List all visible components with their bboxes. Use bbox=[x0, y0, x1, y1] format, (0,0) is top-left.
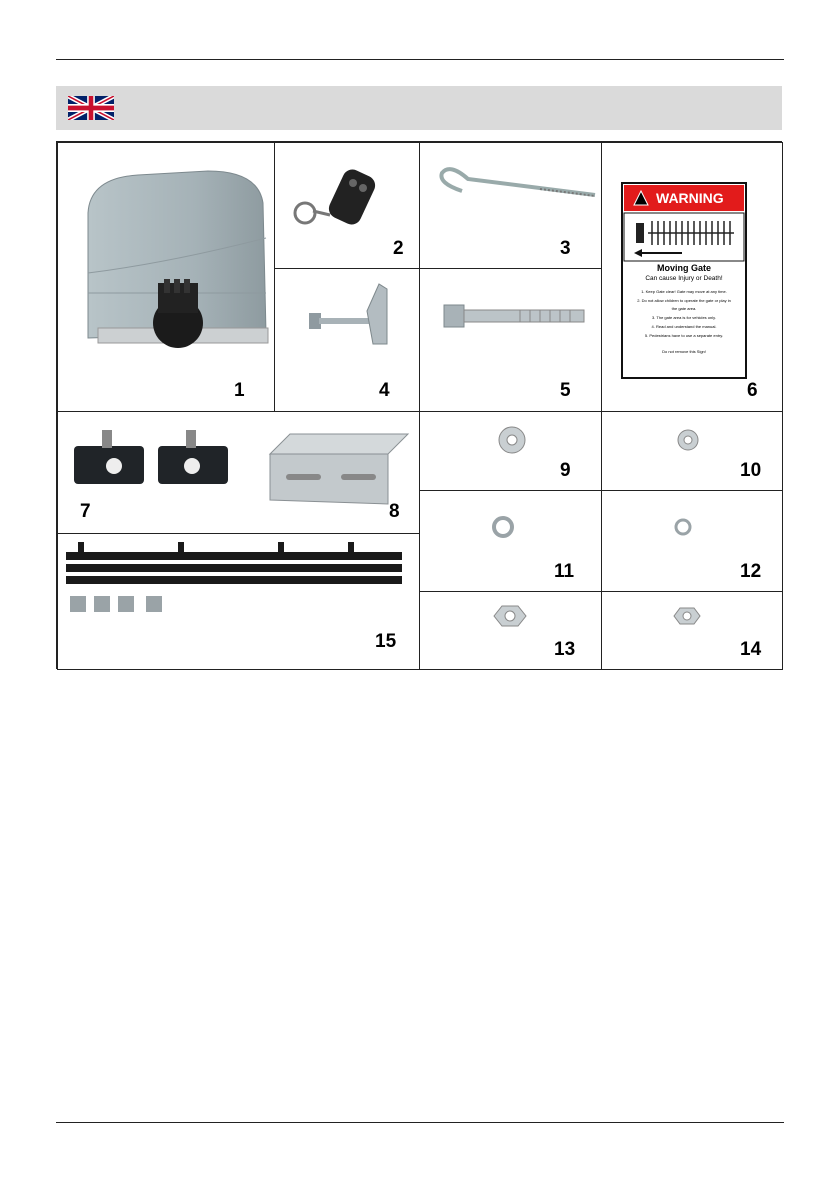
gear-rack-image bbox=[58, 534, 420, 670]
uk-flag-icon bbox=[68, 96, 114, 120]
item-number-12: 12 bbox=[740, 561, 762, 582]
part-13-nut-cell bbox=[419, 591, 602, 670]
item-number-9: 9 bbox=[560, 460, 571, 481]
warning-subheading: Can cause Injury or Death! bbox=[645, 275, 723, 282]
item-number-14: 14 bbox=[740, 639, 762, 660]
limit-magnets-and-bracket-image bbox=[58, 412, 420, 534]
part-12-spring-washer-cell bbox=[601, 490, 783, 592]
language-banner bbox=[56, 86, 782, 130]
part-9-washer-cell bbox=[419, 411, 602, 491]
top-rule bbox=[56, 59, 784, 60]
warning-line-6: 5. Pedestrians have to use a separate entry. bbox=[644, 333, 724, 338]
part-4-release-key-cell bbox=[274, 268, 420, 412]
part-11-spring-washer-cell bbox=[419, 490, 602, 592]
large-washer-image bbox=[420, 412, 602, 491]
item-number-3: 3 bbox=[560, 238, 571, 259]
warning-line-1: 1. Keep Gate clear! Gate may move at any time. bbox=[641, 289, 727, 294]
large-spring-washer-image bbox=[420, 491, 602, 592]
release-key-image bbox=[275, 269, 420, 412]
item-number-4: 4 bbox=[379, 380, 390, 401]
gate-motor-image bbox=[58, 143, 275, 412]
part-7-8-magnets-bracket-cell bbox=[57, 411, 420, 534]
hex-bolt-image bbox=[420, 269, 602, 412]
warning-line-2: 2. Do not allow children to operate the gate or play in bbox=[637, 298, 731, 303]
warning-line-7: Do not remove this Sign! bbox=[662, 349, 706, 354]
item-number-15: 15 bbox=[375, 631, 397, 652]
part-6-warning-sign-cell bbox=[601, 142, 783, 412]
item-number-5: 5 bbox=[560, 380, 571, 401]
bottom-rule bbox=[56, 1122, 784, 1123]
warning-line-3: the gate area. bbox=[671, 306, 697, 311]
part-1-motor-cell bbox=[57, 142, 275, 412]
part-14-nut-cell bbox=[601, 591, 783, 670]
eye-bolt-image bbox=[420, 143, 602, 269]
item-number-10: 10 bbox=[740, 460, 762, 481]
item-number-6: 6 bbox=[747, 380, 758, 401]
part-10-washer-cell bbox=[601, 411, 783, 491]
item-number-7: 7 bbox=[80, 501, 91, 522]
parts-grid bbox=[56, 141, 782, 669]
item-number-11: 11 bbox=[554, 561, 575, 582]
part-5-bolt-cell bbox=[419, 268, 602, 412]
item-number-8: 8 bbox=[389, 501, 400, 522]
part-3-eye-bolt-cell bbox=[419, 142, 602, 269]
warning-title: WARNING bbox=[656, 190, 724, 206]
warning-heading: Moving Gate bbox=[656, 263, 711, 273]
part-2-remote-cell bbox=[274, 142, 420, 269]
item-number-1: 1 bbox=[234, 380, 245, 401]
item-number-2: 2 bbox=[393, 238, 404, 259]
warning-line-4: 3. The gate area is for vehicles only. bbox=[652, 315, 716, 320]
warning-line-5: 4. Read and understand the manual. bbox=[651, 324, 717, 329]
item-number-13: 13 bbox=[554, 639, 576, 660]
part-15-gear-rack-cell bbox=[57, 533, 420, 670]
